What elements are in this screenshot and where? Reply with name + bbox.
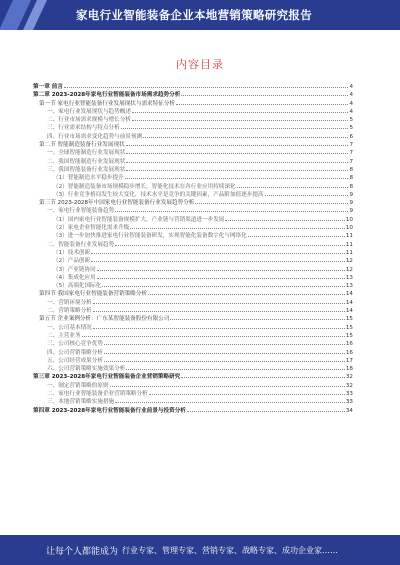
- toc-entry-page: 33: [345, 390, 353, 397]
- toc-entry-page: 12: [345, 266, 353, 273]
- dot-leader: [143, 136, 348, 138]
- toc-entry[interactable]: [33, 257, 353, 265]
- toc-entry[interactable]: [33, 149, 353, 157]
- toc-entry-label: 一、制定营销策略的原则: [47, 382, 109, 389]
- toc-entry-label: 一、全球智能制造行业发展现状: [47, 150, 126, 157]
- dot-leader: [97, 269, 345, 271]
- dot-leader: [176, 103, 348, 105]
- dot-leader: [121, 127, 349, 129]
- toc-entry[interactable]: [33, 216, 353, 224]
- toc-entry-label: 一、家电行业发展现状与趋势概述: [47, 108, 131, 115]
- toc-entry-page: 13: [345, 274, 353, 281]
- toc-entry-label: 二、营销策略分析: [47, 308, 92, 315]
- dot-leader: [91, 252, 345, 254]
- toc-entry[interactable]: [33, 207, 353, 215]
- dot-leader: [125, 177, 349, 179]
- toc-entry-page: 4: [349, 108, 353, 115]
- dot-leader: [237, 186, 349, 188]
- dot-leader: [132, 111, 349, 113]
- toc-entry-label: 三、行业需求结构与特点分析: [47, 125, 120, 132]
- toc-entry-page: 12: [345, 258, 353, 265]
- toc-entry-label: 二、家电行业智能装备企业营销策略分析: [47, 390, 148, 397]
- toc-entry[interactable]: [33, 232, 353, 240]
- toc-entry-page: 14: [345, 308, 353, 315]
- toc-entry-label: 第四节 我国家电行业智能装备营销策略分析: [39, 291, 148, 298]
- toc-entry-page: 4: [349, 100, 353, 107]
- dot-leader: [181, 94, 348, 96]
- document-footer: [0, 535, 400, 565]
- dot-leader: [93, 310, 345, 312]
- toc-entry[interactable]: [33, 290, 353, 298]
- dot-leader: [265, 194, 349, 196]
- toc-entry[interactable]: [33, 398, 353, 406]
- toc-entry-label: 三、本地营销策略实施措施: [47, 399, 115, 406]
- toc-entry-page: 34: [345, 407, 353, 414]
- toc-entry-page: 10: [345, 216, 353, 223]
- toc-entry-label: 四、行业市场需求变化趋势与前景预测: [47, 133, 143, 140]
- toc-entry[interactable]: [33, 315, 353, 323]
- toc-entry[interactable]: [33, 373, 353, 381]
- toc-entry[interactable]: [33, 324, 353, 332]
- toc-entry-page: 13: [345, 283, 353, 290]
- toc-entry[interactable]: [33, 158, 353, 166]
- toc-entry-page: 7: [349, 158, 353, 165]
- toc-entry[interactable]: [33, 100, 353, 108]
- toc-entry-page: 11: [345, 233, 353, 240]
- toc-entry-label: 第二章 2023-2028年家电行业智能装备市场需求趋势分析: [33, 92, 181, 99]
- toc-entry-label: 二、主营业务: [47, 332, 81, 339]
- toc-entry-label: 四、公司营销策略分析: [47, 349, 103, 356]
- toc-entry-page: 33: [345, 399, 353, 406]
- toc-entry-page: 15: [345, 316, 353, 323]
- dot-leader: [132, 119, 349, 121]
- toc-entry-label: 第三章 2023-2028年家电行业智能装备企业营销策略研究: [33, 374, 181, 381]
- dot-leader: [82, 335, 345, 337]
- dot-leader: [181, 376, 345, 378]
- toc-entry-label: 第一节 家电行业智能装备行业发展现状与需求特征分析: [39, 100, 176, 107]
- toc-entry-label: 二、行业市场需求规模与增长分析: [47, 117, 131, 124]
- dot-leader: [126, 368, 345, 370]
- toc-entry[interactable]: [33, 116, 353, 124]
- dot-leader: [91, 260, 345, 262]
- toc-entry[interactable]: [33, 108, 353, 116]
- toc-entry-label: （2）产品创新: [53, 258, 91, 265]
- dot-leader: [187, 410, 345, 412]
- toc-entry[interactable]: [33, 124, 353, 132]
- toc-entry-label: （3）进一步加快推进家电行业智能装备研发，实现智能化装备数字化与网络化: [53, 233, 247, 240]
- toc-entry-page: 9: [349, 191, 353, 198]
- toc-entry[interactable]: [33, 299, 353, 307]
- toc-entry-page: 8: [349, 183, 353, 190]
- dot-leader: [126, 161, 348, 163]
- toc-entry-label: 一、营销环境分析: [47, 299, 92, 306]
- toc-entry-label: 一、家电行业智能装备趋势: [47, 208, 115, 215]
- footer-slogan: 让每个人都能成为: [46, 547, 119, 557]
- dot-leader: [115, 244, 345, 246]
- table-of-contents: [33, 83, 353, 415]
- toc-entry-page: 32: [345, 382, 353, 389]
- dot-leader: [126, 169, 348, 171]
- toc-entry-label: （5）高端化国际化: [53, 283, 102, 290]
- toc-entry-page: 9: [349, 208, 353, 215]
- toc-entry[interactable]: [33, 199, 353, 207]
- toc-entry-page: 8: [349, 175, 353, 182]
- toc-entry-label: 第三节 2023-2028年中国家电行业智能装备行业发展趋势分析: [39, 200, 195, 207]
- toc-entry-label: （4）集成化应用: [53, 274, 96, 281]
- dot-leader: [170, 318, 344, 320]
- toc-entry-page: 9: [349, 200, 353, 207]
- toc-entry-label: （1）技术创新: [53, 249, 91, 256]
- toc-entry[interactable]: [33, 133, 353, 141]
- dot-leader: [126, 152, 348, 154]
- toc-entry-page: 8: [349, 166, 353, 173]
- dot-leader: [115, 401, 345, 403]
- toc-entry[interactable]: [33, 407, 353, 415]
- toc-entry-label: 五、公司经营成果分析: [47, 357, 103, 364]
- toc-entry-page: 6: [349, 133, 353, 140]
- toc-entry-label: （3）产业链协同: [53, 266, 96, 273]
- toc-entry[interactable]: [33, 249, 353, 257]
- dot-leader: [64, 86, 349, 88]
- dot-leader: [104, 343, 345, 345]
- toc-entry-page: 4: [349, 84, 353, 90]
- toc-entry[interactable]: [33, 166, 353, 174]
- toc-entry-label: （2）家电企业智能化需求升级: [53, 225, 130, 232]
- toc-entry-page: 32: [345, 374, 353, 381]
- toc-entry-page: 10: [345, 225, 353, 232]
- dot-leader: [104, 360, 345, 362]
- toc-entry-label: 六、公司营销策略实施效果分析: [47, 366, 126, 373]
- dot-leader: [93, 327, 345, 329]
- dot-leader: [195, 202, 348, 204]
- dot-leader: [225, 219, 345, 221]
- toc-entry[interactable]: [33, 241, 353, 249]
- toc-entry-page: 7: [349, 142, 353, 149]
- toc-entry-label: （3）行业竞争格局发生较大变化，技术水平是竞争的关键因素，产品附加值逐步提高: [53, 191, 264, 198]
- toc-entry-label: 第一章 前言: [33, 84, 63, 90]
- document-title: 家电行业智能装备企业本地营销策略研究报告: [76, 8, 312, 22]
- dot-leader: [102, 285, 345, 287]
- toc-entry-page: 16: [345, 349, 353, 356]
- toc-entry-label: 第五节 企业案例分析：广东某智能装备股份有限公司: [39, 316, 170, 323]
- document-header: [0, 0, 400, 30]
- toc-entry[interactable]: [33, 340, 353, 348]
- toc-entry-page: 4: [349, 92, 353, 99]
- toc-entry[interactable]: [33, 191, 353, 199]
- toc-entry-label: 第二节 智能制造装备行业发展现状: [39, 142, 125, 149]
- toc-entry-label: 二、我国智能制造行业发展现状: [47, 158, 126, 165]
- toc-entry-page: 5: [349, 125, 353, 132]
- toc-entry-page: 18: [345, 366, 353, 373]
- toc-entry[interactable]: [33, 141, 353, 149]
- toc-entry-page: 14: [345, 299, 353, 306]
- dot-leader: [126, 144, 349, 146]
- toc-entry-page: 11: [345, 241, 353, 248]
- dot-leader: [149, 393, 345, 395]
- toc-entry-label: （1）智能制造水平稳步提升: [53, 175, 124, 182]
- toc-entry-label: 第四章 2023-2028年家电行业智能装备行业前景与投资分析: [33, 407, 186, 414]
- toc-entry-page: 5: [349, 117, 353, 124]
- toc-entry-page: 7: [349, 150, 353, 157]
- footer-tagline: 行业专家、管理专家、营销专家、战略专家、成功企业家……: [122, 546, 338, 555]
- toc-entry-page: 17: [345, 357, 353, 364]
- toc-entry-label: 二、智能装备行业发展趋势: [47, 241, 115, 248]
- dot-leader: [130, 227, 345, 229]
- dot-leader: [104, 352, 345, 354]
- toc-entry[interactable]: [33, 266, 353, 274]
- dot-leader: [97, 277, 345, 279]
- toc-entry[interactable]: [33, 224, 353, 232]
- toc-entry[interactable]: [33, 174, 353, 182]
- toc-entry[interactable]: [33, 83, 353, 91]
- toc-entry[interactable]: [33, 382, 353, 390]
- dot-leader: [248, 235, 345, 237]
- toc-entry[interactable]: [33, 183, 353, 191]
- toc-entry-label: （2）智能制造装备市场规模稳步增长，智能化技术在各行业应用持续深化: [53, 183, 236, 190]
- toc-entry[interactable]: [33, 274, 353, 282]
- toc-entry[interactable]: [33, 390, 353, 398]
- toc-entry-page: 16: [345, 341, 353, 348]
- toc-entry[interactable]: [33, 332, 353, 340]
- toc-entry[interactable]: [33, 282, 353, 290]
- toc-entry-label: （1）国内家电行业智能装备规模扩大，产业链与营销渠道进一步发展: [53, 216, 225, 223]
- dot-leader: [148, 293, 345, 295]
- toc-entry[interactable]: [33, 91, 353, 99]
- toc-entry-label: 三、我国智能装备行业发展现状: [47, 166, 126, 173]
- toc-entry[interactable]: [33, 357, 353, 365]
- dot-leader: [93, 302, 345, 304]
- dot-leader: [110, 385, 345, 387]
- toc-entry[interactable]: [33, 349, 353, 357]
- toc-entry-page: 11: [345, 249, 353, 256]
- toc-entry-page: 15: [345, 332, 353, 339]
- toc-entry[interactable]: [33, 365, 353, 373]
- toc-entry-label: 一、公司基本情况: [47, 324, 92, 331]
- toc-title: 内容目录: [176, 58, 224, 71]
- toc-entry-page: 14: [345, 291, 353, 298]
- toc-entry[interactable]: [33, 307, 353, 315]
- toc-entry-label: 三、公司核心竞争优势: [47, 341, 103, 348]
- toc-entry-page: 15: [345, 324, 353, 331]
- dot-leader: [115, 210, 348, 212]
